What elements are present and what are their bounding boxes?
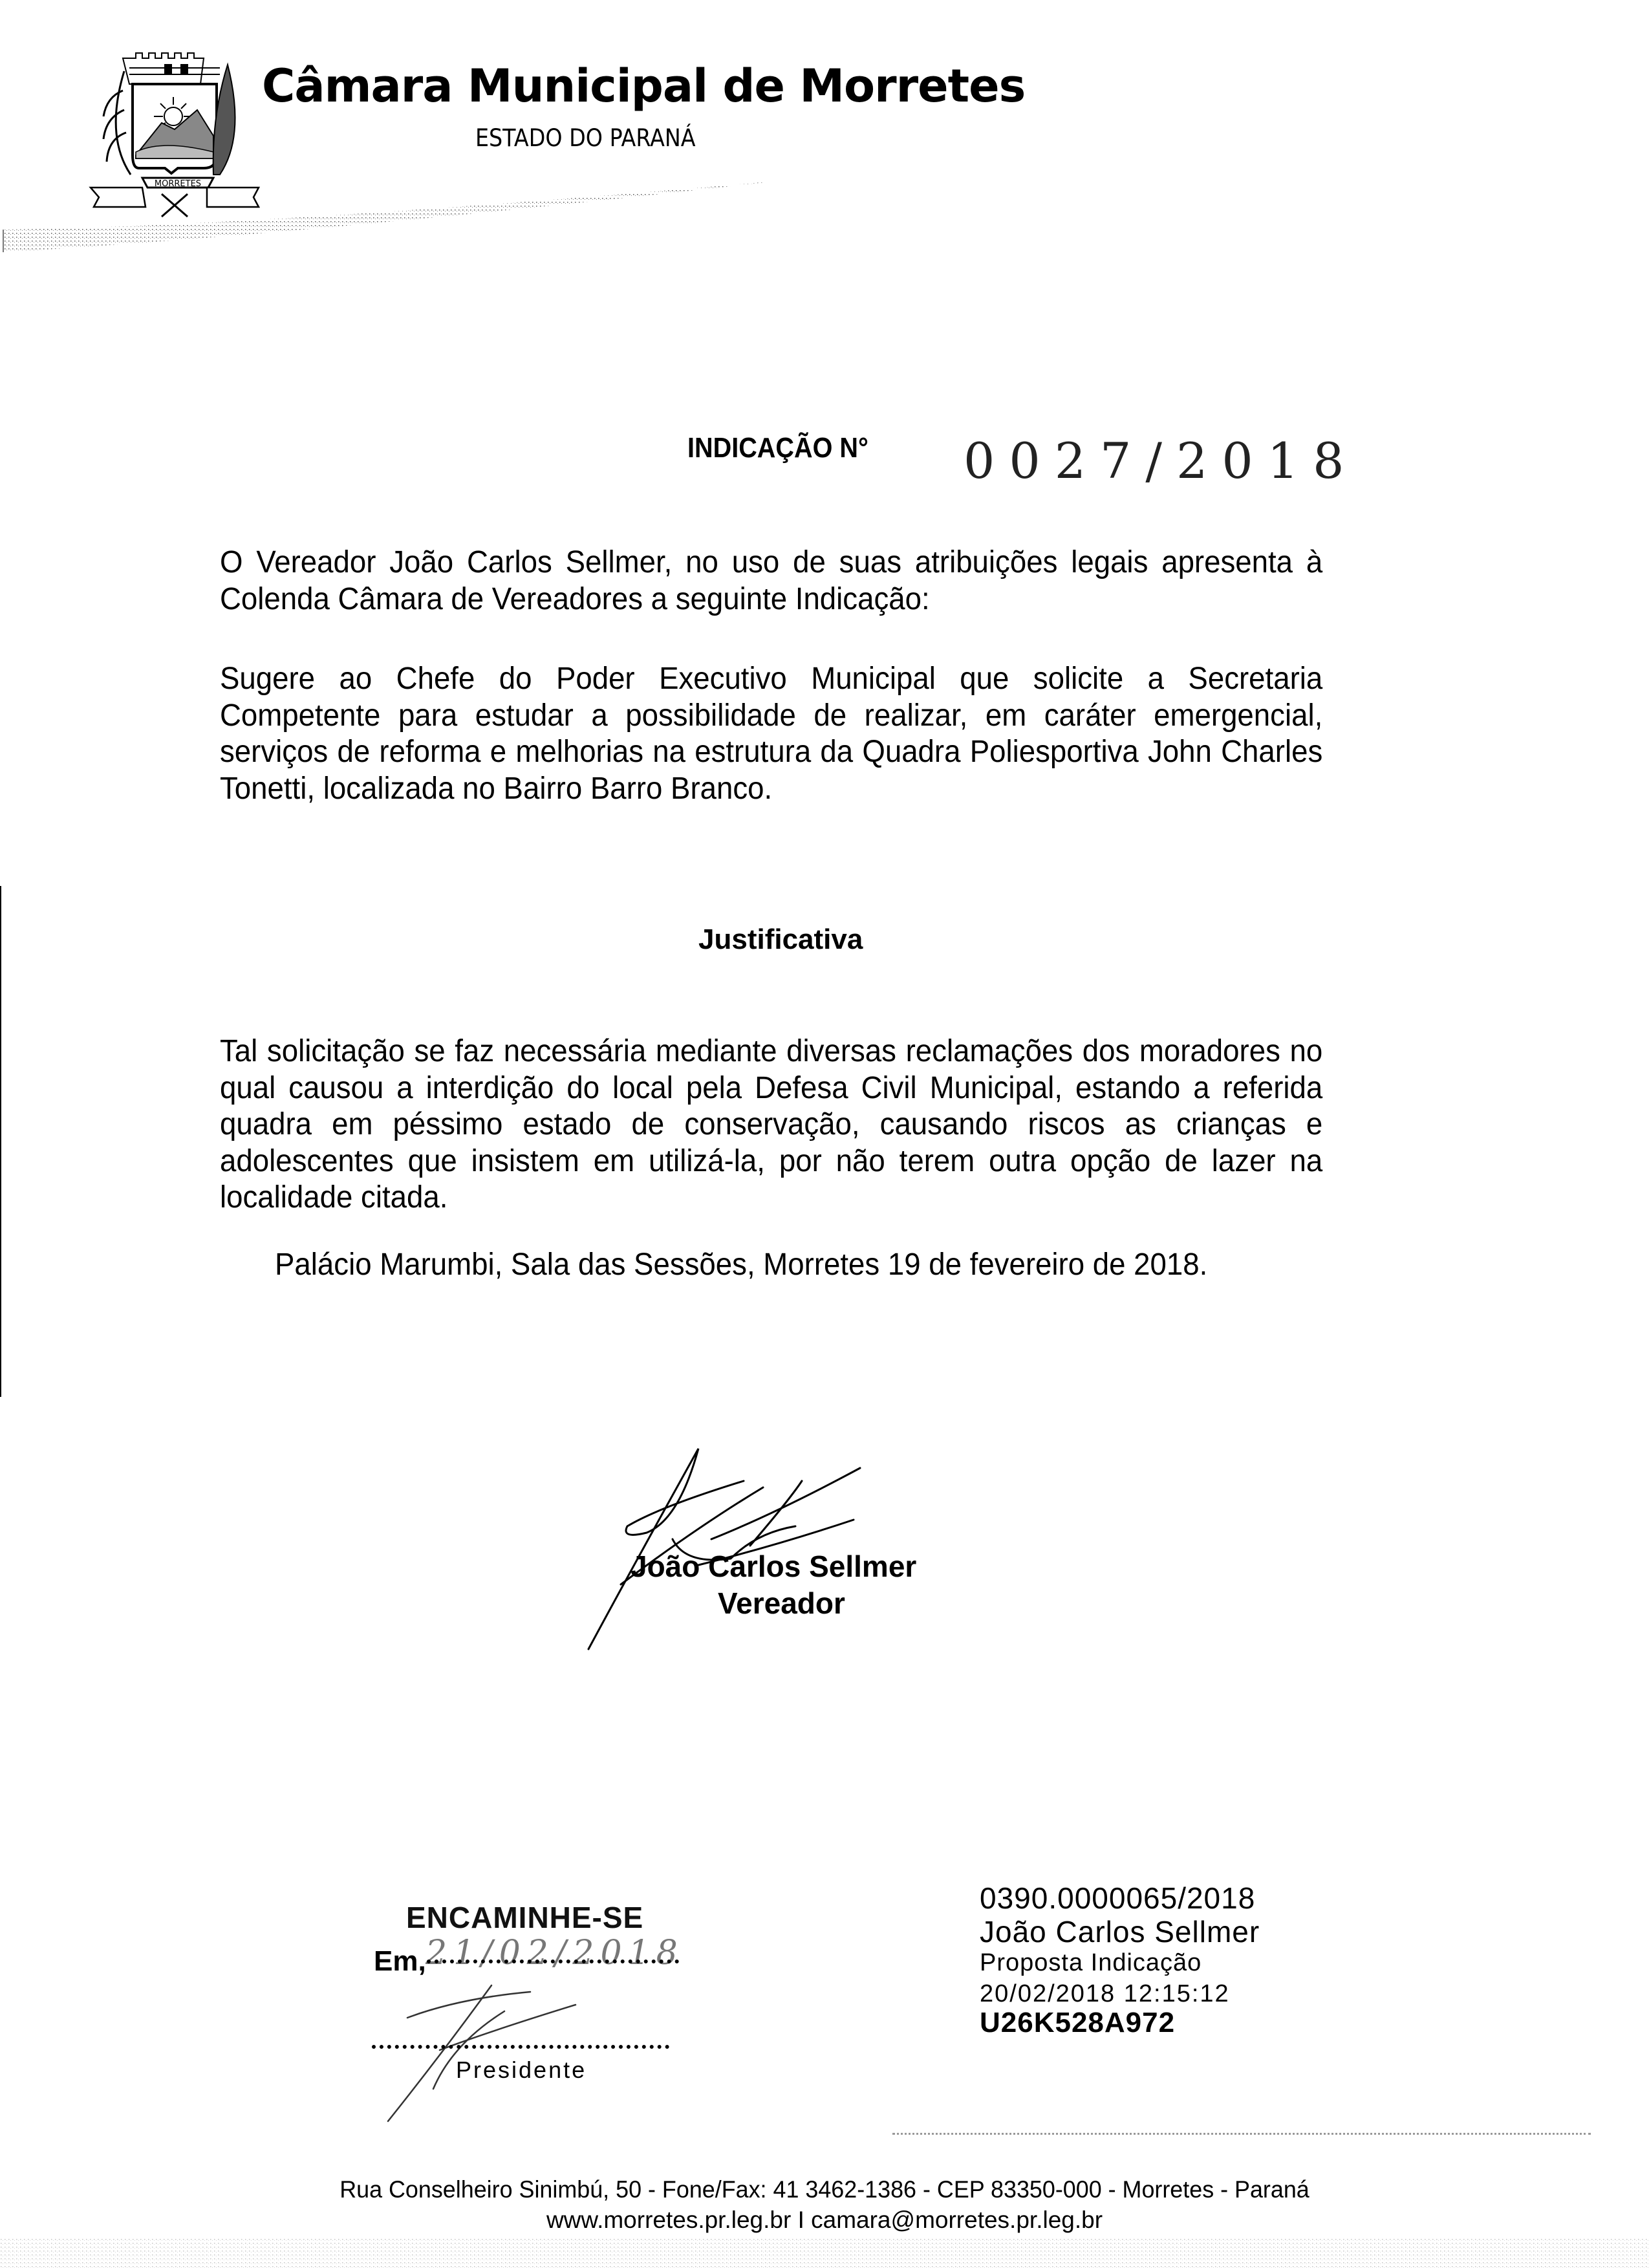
dispatch-stamp-label: ENCAMINHE-SE xyxy=(406,1901,644,1934)
protocol-datetime: 20/02/2018 12:15:12 xyxy=(980,1980,1230,2007)
protocol-number: 0390.0000065/2018 xyxy=(980,1881,1256,1915)
president-signature-icon xyxy=(362,1979,634,2128)
signer-title: Vereador xyxy=(718,1586,845,1620)
organization-name: Câmara Municipal de Morretes xyxy=(262,59,1026,113)
protocol-code: U26K528A972 xyxy=(980,2007,1176,2038)
dispatch-date-line xyxy=(427,1960,679,1963)
svg-text:MORRETES: MORRETES xyxy=(154,179,202,189)
intro-paragraph: O Vereador João Carlos Sellmer, no uso de suas atribuições legais apresenta à Colenda Câmara de Vereadores a seguinte Indicação: xyxy=(220,545,1323,616)
document-title-label: INDICAÇÃO N° xyxy=(687,432,868,464)
justification-paragraph: Tal solicitação se faz necessária mediante diversas reclamações dos moradores no qual causou a interdição do local pela Defesa Civil Municipal, estando a referida quadra em péssimo estado de conservação, causando riscos as crianças e adolescentes que insistem em utilizá-la, por não terem outra opção de lazer na localidade citada. xyxy=(220,1034,1323,1215)
protocol-stamp xyxy=(980,1883,1260,2037)
organization-state: ESTADO DO PARANÁ xyxy=(475,124,696,152)
justification-heading: Justificativa xyxy=(698,923,863,955)
signer-name: João Carlos Sellmer xyxy=(630,1550,917,1583)
closing-place-date: Palácio Marumbi, Sala das Sessões, Morretes 19 de fevereiro de 2018. xyxy=(275,1247,1208,1282)
request-paragraph: Sugere ao Chefe do Poder Executivo Municipal que solicite a Secretaria Competente para estudar a possibilidade de realizar, em caráter emergencial, serviços de reforma e melhorias na estrutura da Quadra Poliesportiva John Charles Tonetti, localizada no Bairro Barro Branco. xyxy=(220,662,1323,806)
footer-divider xyxy=(892,2133,1591,2135)
footer-address: Rua Conselheiro Sinimbú, 50 - Fone/Fax: 41 3462-1386 - CEP 83350-000 - Morretes - Paraná xyxy=(339,2176,1310,2203)
protocol-author: João Carlos Sellmer xyxy=(980,1915,1260,1949)
president-label: Presidente xyxy=(456,2057,587,2083)
dispatch-date-handwritten: 21/02/2018 xyxy=(426,1934,684,1972)
president-signature-line xyxy=(372,2045,669,2049)
dispatch-date-prefix: Em, xyxy=(374,1945,426,1977)
document-number-stamp: 0027/2018 xyxy=(964,432,1359,490)
footer-scan-noise xyxy=(0,2238,1649,2268)
protocol-type: Proposta Indicação xyxy=(980,1949,1202,1976)
scan-edge-line xyxy=(0,886,1,1397)
footer-contact: www.morretes.pr.leg.br I camara@morretes.pr.leg.br xyxy=(546,2207,1103,2233)
header-decorative-swoosh xyxy=(0,181,841,259)
